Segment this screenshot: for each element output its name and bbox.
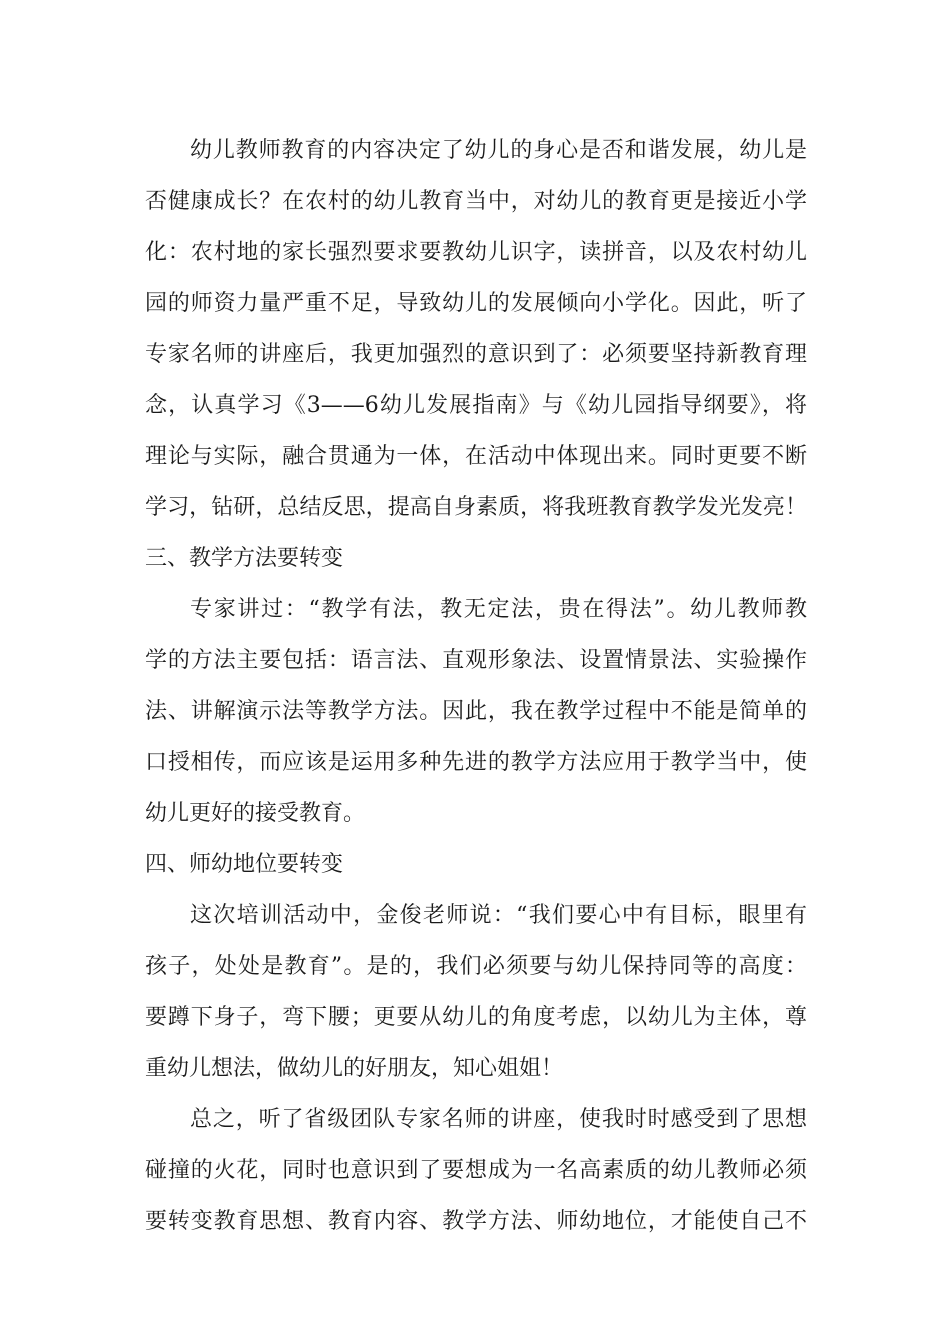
paragraph-line: 碰撞的火花，同时也意识到了要想成为一名高素质的幼儿教师必须 [145, 1158, 807, 1183]
paragraph-line: 学习，钻研，总结反思，提高自身素质，将我班教育教学发光发亮！ [145, 495, 807, 520]
paragraph-line: 总之，听了省级团队专家名师的讲座，使我时时感受到了思想 [190, 1107, 807, 1132]
paragraph-line: 否健康成长？在农村的幼儿教育当中，对幼儿的教育更是接近小学 [145, 189, 807, 214]
section-heading: 四、师幼地位要转变 [145, 852, 344, 877]
paragraph-line: 专家名师的讲座后，我更加强烈的意识到了：必须要坚持新教育理 [145, 342, 807, 367]
paragraph-line: 口授相传，而应该是运用多种先进的教学方法应用于教学当中，使 [145, 750, 807, 775]
paragraph-line: 孩子，处处是教育”。是的，我们必须要与幼儿保持同等的高度： [145, 954, 807, 979]
paragraph-line: 要蹲下身子，弯下腰；更要从幼儿的角度考虑，以幼儿为主体，尊 [145, 1005, 807, 1030]
paragraph-line: 这次培训活动中，金俊老师说：“我们要心中有目标，眼里有 [190, 903, 807, 928]
paragraph-line: 理论与实际，融合贯通为一体，在活动中体现出来。同时更要不断 [145, 444, 807, 469]
paragraph-line: 化：农村地的家长强烈要求要教幼儿识字，读拼音，以及农村幼儿 [145, 240, 807, 265]
paragraph-line: 专家讲过：“教学有法，教无定法，贵在得法”。幼儿教师教 [190, 597, 807, 622]
paragraph-line: 学的方法主要包括：语言法、直观形象法、设置情景法、实验操作 [145, 648, 807, 673]
section-heading: 三、教学方法要转变 [145, 546, 344, 571]
paragraph-line: 幼儿教师教育的内容决定了幼儿的身心是否和谐发展，幼儿是 [190, 138, 807, 163]
paragraph-line: 法、讲解演示法等教学方法。因此，我在教学过程中不能是简单的 [145, 699, 807, 724]
paragraph-line: 重幼儿想法，做幼儿的好朋友，知心姐姐！ [145, 1056, 564, 1081]
paragraph-line: 念，认真学习《3——6幼儿发展指南》与《幼儿园指导纲要》，将 [145, 393, 807, 418]
paragraph-line: 园的师资力量严重不足，导致幼儿的发展倾向小学化。因此，听了 [145, 291, 807, 316]
paragraph-line: 要转变教育思想、教育内容、教学方法、师幼地位，才能使自己不 [145, 1209, 807, 1234]
paragraph-line: 幼儿更好的接受教育。 [145, 801, 366, 826]
